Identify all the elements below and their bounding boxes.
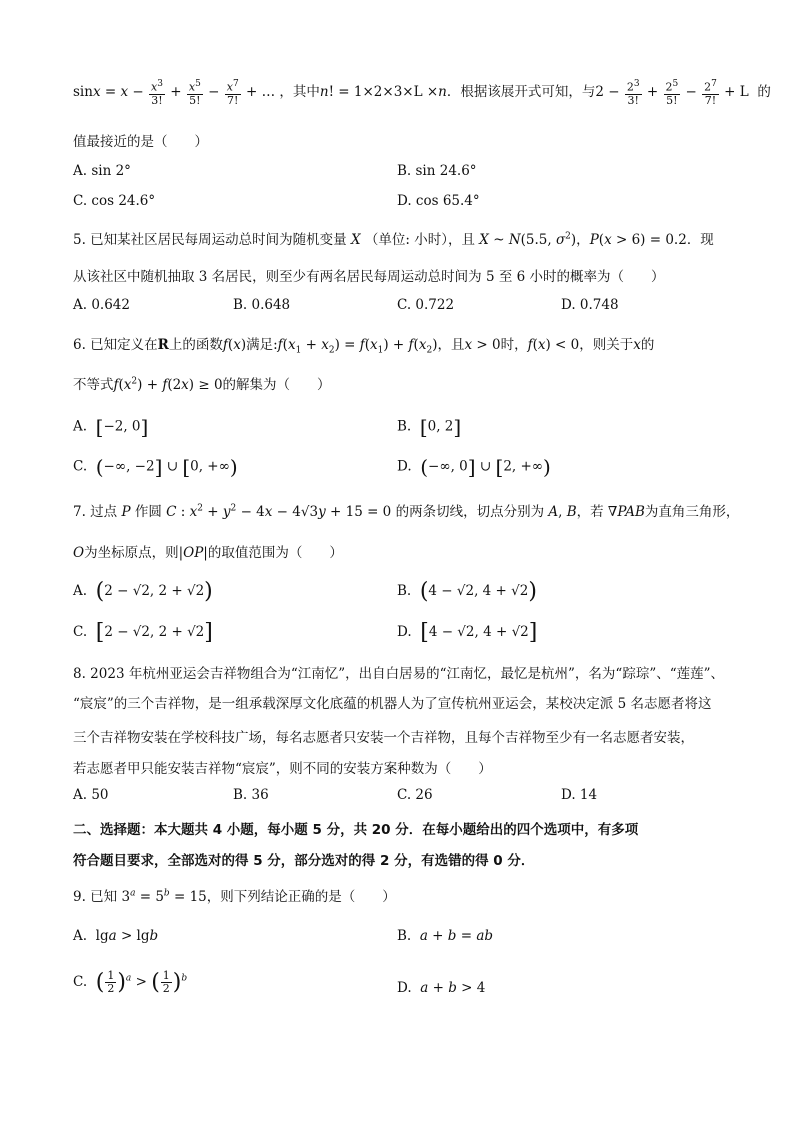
- q6-text-f: ，则关于: [579, 337, 634, 353]
- q5-stem-line2: 从该社区中随机抽取 3 名居民，则至少有两名居民每周运动总时间为 5 至 6 小时的概率为（ ）: [73, 269, 665, 285]
- q8-option-b: B. 36: [233, 787, 269, 803]
- q6-text-a: 6. 已知定义在: [73, 337, 158, 353]
- q5-option-a: A. 0.642: [73, 297, 130, 313]
- q4-option-b: B. sin 24.6°: [397, 163, 477, 179]
- q4-text-sin: sin: [73, 83, 93, 100]
- section2-heading-line1: 二、选择题：本大题共 4 小题，每小题 5 分，共 20 分．在每小题给出的四个选项中，有多项: [73, 822, 639, 838]
- q6-text-e: 时，: [500, 337, 528, 353]
- q7-text-a: 7. 过点: [73, 504, 118, 520]
- q5-option-c: C. 0.722: [397, 297, 455, 313]
- q6-stem-line2: 不等式$f(x^2) + f(2x) \ge 0$的解集为（ ）: [73, 376, 331, 393]
- q6-text-g: 的: [640, 337, 655, 353]
- q4-text-where: ，其中: [279, 83, 320, 100]
- q7-text-e: 为直角三角形，: [644, 504, 740, 520]
- q4-text-de: 的: [757, 83, 771, 100]
- q6-text-d: ，且: [437, 337, 465, 353]
- q7-stem-line2: O为坐标原点，则|OP|的取值范围为（ ）: [73, 545, 343, 561]
- q8-option-c: C. 26: [397, 787, 433, 803]
- q6-stem-line1: 6. 已知定义在R上的函数f(x)满足$:f(x_1 + x_2) = f(x_1) + f(x_2)$，且x > 0时，f(x) < 0，则关于x的: [73, 337, 655, 356]
- q7-stem-line1: 7. 过点 P 作圆 C : $x^2 + y^2 - 4x - 4√3y + 15 = 0$ 的两条切线，切点分别为 A, B，若 ∇PAB为直角三角形，: [73, 503, 740, 520]
- q6-option-c: C. (−∞, −2] ∪ [0, +∞): [73, 455, 238, 479]
- q6-text-c: 满足:: [246, 337, 278, 353]
- q9-text-b: ，则下列结论正确的是（ ）: [206, 889, 396, 905]
- q4-stem-line2: 值最接近的是（ ）: [73, 134, 208, 150]
- q5-text-c: ．现: [686, 232, 714, 248]
- q7-text-b: 作圆: [134, 504, 162, 520]
- q7-text-g: 的取值范围为（ ）: [207, 545, 343, 561]
- q9-stem: 9. 已知 $3^a = 5^b = 15$，则下列结论正确的是（ ）: [73, 888, 396, 905]
- q9-option-c: C. ( $\frac{1}{2}$ )$^a$ > ( $\frac{1}{2}$ )$^b$: [73, 969, 188, 995]
- q9-option-b: B. a + b = ab: [397, 928, 494, 944]
- q8-option-a: A. 50: [73, 787, 109, 803]
- q7-text-f: 为坐标原点，则: [84, 545, 179, 561]
- q4-option-c: C. cos 24.6°: [73, 193, 156, 209]
- q6-text-i: 的解集为（ ）: [222, 377, 331, 393]
- q5-text-b: （单位: 小时），且: [364, 232, 475, 248]
- q9-option-a: A. lga > lgb: [73, 928, 159, 944]
- q7-option-a: A. (2 − √2, 2 + √2): [73, 579, 213, 604]
- q7-text-c: 的两条切线，切点分别为: [395, 504, 545, 520]
- q4-option-d: D. cos 65.4°: [397, 193, 480, 209]
- section2-heading-line2: 符合题目要求，全部选对的得 5 分，部分选对的得 2 分，有选错的得 0 分．: [73, 853, 535, 869]
- q7-option-b: B. (4 − √2, 4 + √2): [397, 579, 537, 604]
- q4-formula-line: sinx = x − $\frac{x^3}{3!}$ + $\frac{x^5}{5!}$ − $\frac{x^7}{7!}$ + … ，其中n! = 1×2×3×L ×n．根据该展开式可知，与2 − $\frac{2^3}{3!}$ + $\frac{2^5}{5!}$ − $\frac{2^7}{7!}$ + L 的: [73, 79, 771, 107]
- q7-text-d: ，若: [576, 504, 604, 520]
- q9-option-d: D. a + b > 4: [397, 980, 486, 996]
- q7-option-c: C. [2 − √2, 2 + √2]: [73, 620, 213, 645]
- q9-text-a: 9. 已知: [73, 889, 118, 905]
- q6-option-a: A. [−2, 0]: [73, 415, 149, 439]
- q4-option-a: A. sin 2°: [73, 163, 131, 179]
- q7-option-d: D. [4 − √2, 4 + √2]: [397, 620, 538, 645]
- q5-option-b: B. 0.648: [233, 297, 291, 313]
- q6-text-h: 不等式: [73, 377, 114, 393]
- q5-stem-line1: 5. 已知某社区居民每周运动总时间为随机变量 X （单位: 小时），且 X ~ N(5.5, $\sigma^2$)，P(x > 6) = 0.2．现: [73, 231, 714, 248]
- q4-text-expansion: ．根据该展开式可知，与: [446, 83, 596, 100]
- q8-stem-line2: “宸宸”的三个吉祥物，是一组承载深厚文化底蕴的机器人为了宣传杭州亚运会，某校决定派 5 名志愿者将这: [73, 696, 712, 712]
- q5-text-a: 5. 已知某社区居民每周运动总时间为随机变量: [73, 232, 347, 248]
- q8-option-d: D. 14: [561, 787, 598, 803]
- q6-option-d: D. (−∞, 0] ∪ [2, +∞): [397, 455, 551, 479]
- q8-stem-line1: 8. 2023 年杭州亚运会吉祥物组合为“江南忆”，出自白居易的“江南忆，最忆是杭州”，名为“踪琮”、“莲莲”、: [73, 666, 725, 682]
- q8-stem-line4: 若志愿者甲只能安装吉祥物“宸宸”，则不同的安装方案种数为（ ）: [73, 761, 492, 777]
- q6-text-b: 上的函数: [168, 337, 223, 353]
- q5-option-d: D. 0.748: [561, 297, 619, 313]
- q6-option-b: B. [0, 2]: [397, 415, 462, 439]
- q8-stem-line3: 三个吉祥物安装在学校科技广场，每名志愿者只安装一个吉祥物，且每个吉祥物至少有一名志愿者安装，: [73, 730, 694, 746]
